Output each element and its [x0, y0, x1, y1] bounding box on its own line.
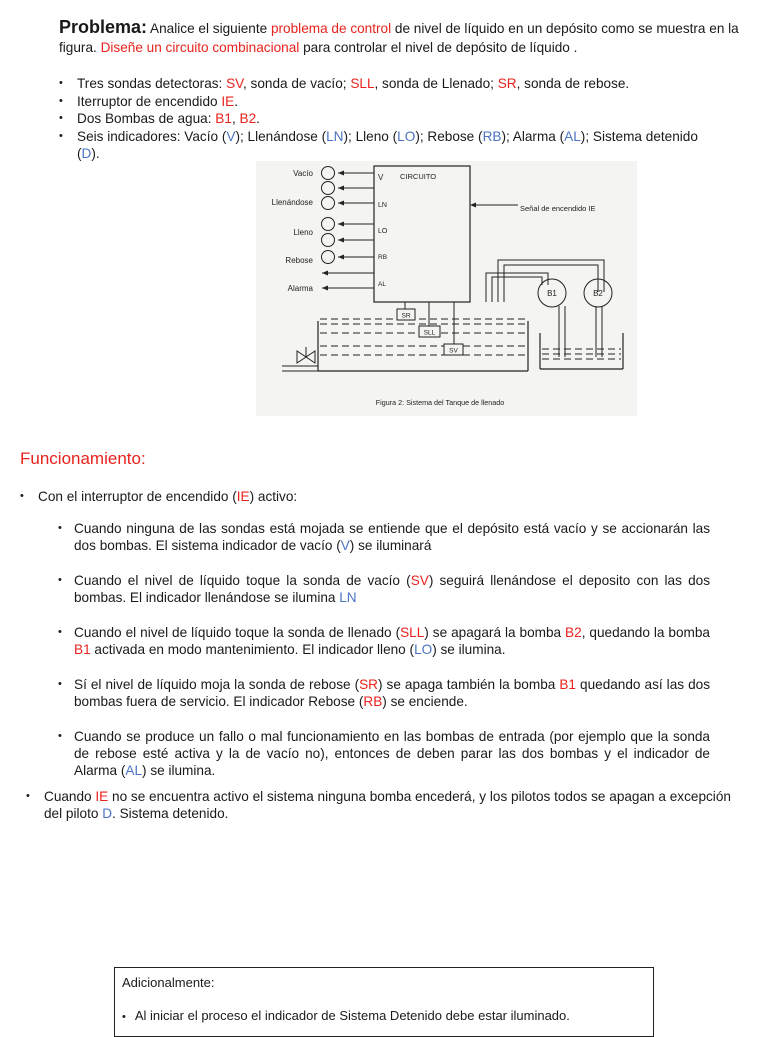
list-item: • Dos Bombas de agua: B1, B2. — [59, 110, 709, 128]
indicator-lamp — [322, 251, 335, 264]
label-vacio: Vacío — [293, 169, 313, 178]
label-lleno: Lleno — [293, 228, 313, 237]
problem-text: para controlar el nivel de depósito de líquido . — [299, 40, 578, 55]
svg-text:CIRCUITO: CIRCUITO — [400, 172, 437, 181]
problem-highlight: problema de control — [270, 21, 392, 36]
list-item: • Al iniciar el proceso el indicador de Sistema Detenido debe estar iluminado. — [122, 1008, 570, 1023]
svg-text:LN: LN — [378, 202, 387, 209]
problem-highlight: Diseñe un circuito combinacional — [100, 40, 300, 55]
list-item: • Cuando el nivel de líquido toque la sonda de vacío (SV) seguirá llenándose el deposito con las dos bombas. El indicador llenándose se ilumina LN — [58, 573, 710, 605]
indicator-lamp — [322, 218, 335, 231]
list-item: • Tres sondas detectoras: SV, sonda de vacío; SLL, sonda de Llenado; SR, sonda de rebose. — [59, 75, 709, 93]
svg-text:LO: LO — [378, 228, 388, 235]
indicator-lamp — [322, 234, 335, 247]
label-rebose: Rebose — [285, 256, 313, 265]
problem-title: Problema — [59, 17, 142, 37]
requirements-list — [59, 75, 709, 163]
svg-text:AL: AL — [378, 281, 386, 288]
indicator-lamp — [322, 182, 335, 195]
list-item: • Cuando se produce un fallo o mal funcionamiento en las bombas de entrada (por ejemplo que la sonda de rebose esté activa y la de vacío no), entonces de deben parar las dos bombas y el indicador de Alarma (AL) se ilumina. — [58, 729, 710, 778]
tank-system-figure — [256, 161, 637, 416]
additional-heading: Adicionalmente: — [122, 975, 215, 990]
svg-text:V: V — [378, 173, 384, 182]
indicator-lamp — [322, 197, 335, 210]
circuit-box — [374, 166, 470, 302]
probe-sll: SLL — [423, 329, 436, 337]
svg-text:RB: RB — [378, 254, 388, 261]
problem-text: de nivel de líquido en un depósito como se muestra en la figura. — [59, 21, 739, 55]
probe-sr: SR — [401, 312, 411, 320]
section-title: Funcionamiento: — [20, 449, 146, 468]
probe-sv: SV — [449, 347, 458, 355]
svg-text:B2: B2 — [593, 289, 603, 298]
svg-text:B1: B1 — [547, 289, 557, 298]
list-item: • Iterruptor de encendido IE. — [59, 93, 709, 111]
problem-colon: : — [141, 17, 148, 37]
problem-statement — [59, 18, 739, 57]
signal-ie-label: Señal de encendido IE — [520, 204, 596, 213]
label-alarma: Alarma — [287, 284, 313, 293]
indicator-lamp — [322, 167, 335, 180]
list-item: • Seis indicadores: Vacío (V); Llenándose (LN); Lleno (LO); Rebose (RB); Alarma (AL); Sistema detenido (D). — [59, 128, 709, 163]
list-item: • Cuando IE no se encuentra activo el sistema ninguna bomba encederá, y los pilotos todos se apagan a excepción del piloto D. Sistema detenido. — [26, 789, 731, 821]
list-item: • Sí el nivel de líquido moja la sonda de rebose (SR) se apaga también la bomba B1 quedando así las dos bombas fuera de servicio. El indicador Rebose (RB) se enciende. — [58, 677, 710, 709]
problem-text: Analice el siguiente — [147, 21, 271, 36]
additional-box — [114, 967, 654, 1037]
label-llenandose: Llenándose — [271, 198, 313, 207]
figure-caption: Figura 2: Sistema del Tanque de llenado — [375, 398, 505, 407]
valve-icon — [297, 351, 306, 363]
list-item: • Cuando ninguna de las sondas está mojada se entiende que el depósito está vacío y se accionarán las dos bombas. El sistema indicador de vacío (V) se iluminará — [58, 521, 710, 553]
list-item: • Cuando el nivel de líquido toque la sonda de llenado (SLL) se apagará la bomba B2, quedando la bomba B1 activada en modo mantenimiento. El indicador lleno (LO) se ilumina. — [58, 625, 710, 657]
